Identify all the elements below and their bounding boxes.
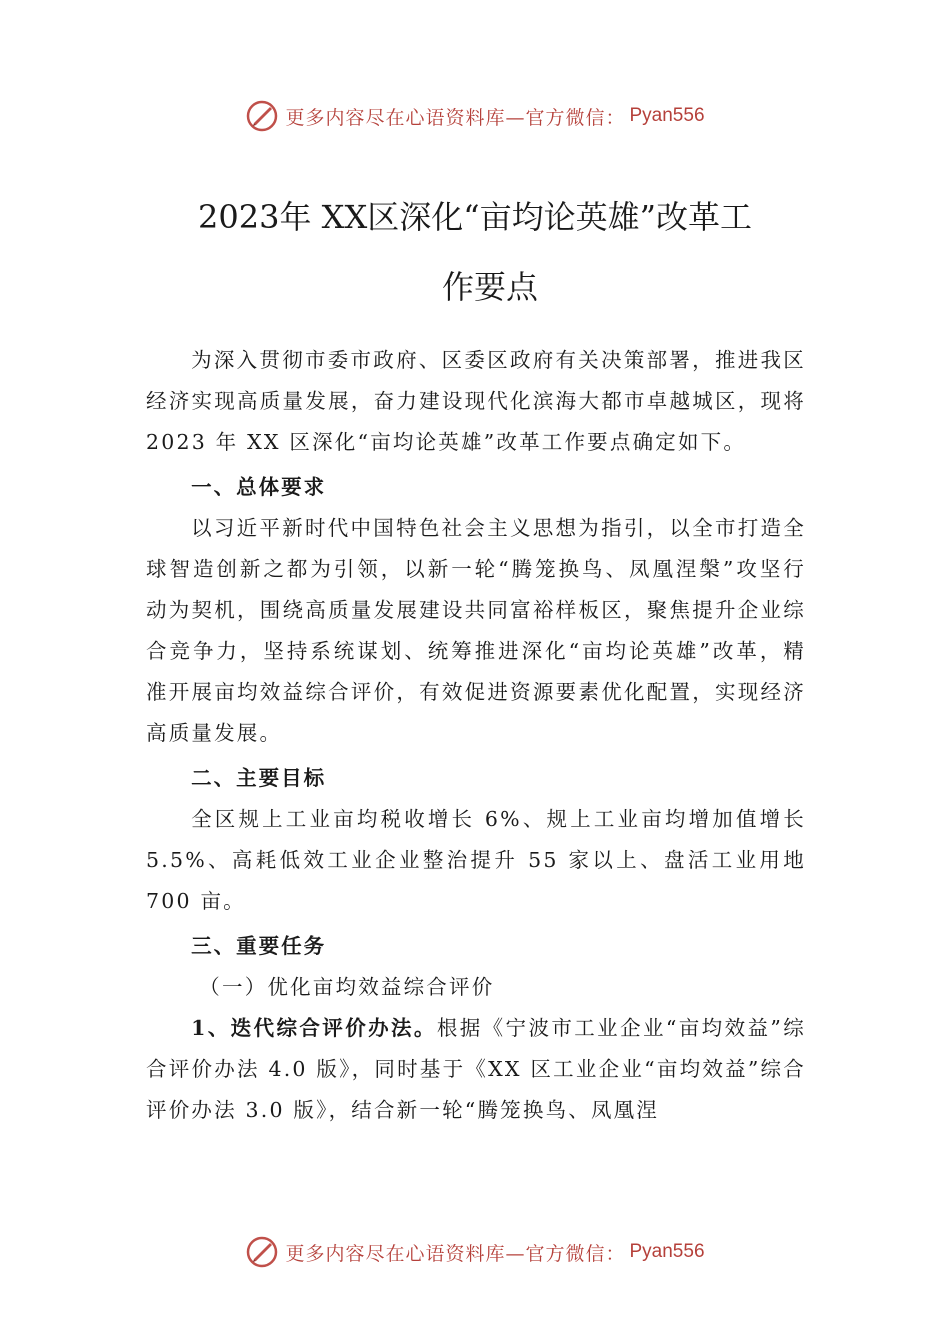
intro-paragraph: 为深入贯彻市委市政府、区委区政府有关决策部署，推进我区经济实现高质量发展，奋力建设现代化滨海大都市卓越城区，现将 2023 年 XX 区深化“亩均论英雄”改革工作要点确定如下。: [146, 348, 806, 454]
watermark-header: [0, 96, 950, 136]
section-heading-2: 二、主要目标: [191, 766, 327, 790]
watermark-text: 更多内容尽在心语资料库—官方微信：: [285, 106, 626, 129]
title-line-1: 2023年 XX区深化“亩均论英雄”改革工: [198, 198, 752, 236]
task-1-text: 根据《宁波市工业企业“亩均效益”综合评价办法 4.0 版》，同时基于《XX 区工业企业“亩均效益”综合评价办法 3.0 版》，结合新一轮“腾笼换鸟、凤凰涅: [146, 1016, 806, 1122]
document-body: [146, 340, 806, 1131]
pen-logo-icon: [245, 1235, 279, 1269]
paragraph-task-1: [146, 1008, 806, 1131]
subsection-heading-1: （一）优化亩均效益综合评价: [199, 975, 495, 999]
title-line-2: 作要点: [441, 268, 538, 306]
section-heading-1: 一、总体要求: [191, 475, 327, 499]
watermark-wechat-id: Pyan556: [629, 105, 705, 126]
paragraph-general-requirements: 以习近平新时代中国特色社会主义思想为指引，以全市打造全球智造创新之都为引领，以新一轮“腾笼换鸟、凤凰涅槃”攻坚行动为契机，围绕高质量发展建设共同富裕样板区，聚焦提升企业综合竞争力，坚持系统谋划、统筹推进深化“亩均论英雄”改革，精准开展亩均效益综合评价，有效促进资源要素优化配置，实现经济高质量发展。: [146, 516, 806, 745]
watermark-footer: [0, 1232, 950, 1272]
task-1-lead: 1、迭代综合评价办法。: [191, 1016, 437, 1040]
watermark-text: 更多内容尽在心语资料库—官方微信：: [285, 1242, 626, 1265]
paragraph-main-targets: 全区规上工业亩均税收增长 6%、规上工业亩均增加值增长 5.5%、高耗低效工业企业整治提升 55 家以上、盘活工业用地 700 亩。: [146, 807, 806, 913]
section-heading-3: 三、重要任务: [191, 934, 327, 958]
pen-logo-icon: [245, 99, 279, 133]
watermark-wechat-id: Pyan556: [629, 1241, 705, 1262]
document-title: [140, 182, 810, 322]
